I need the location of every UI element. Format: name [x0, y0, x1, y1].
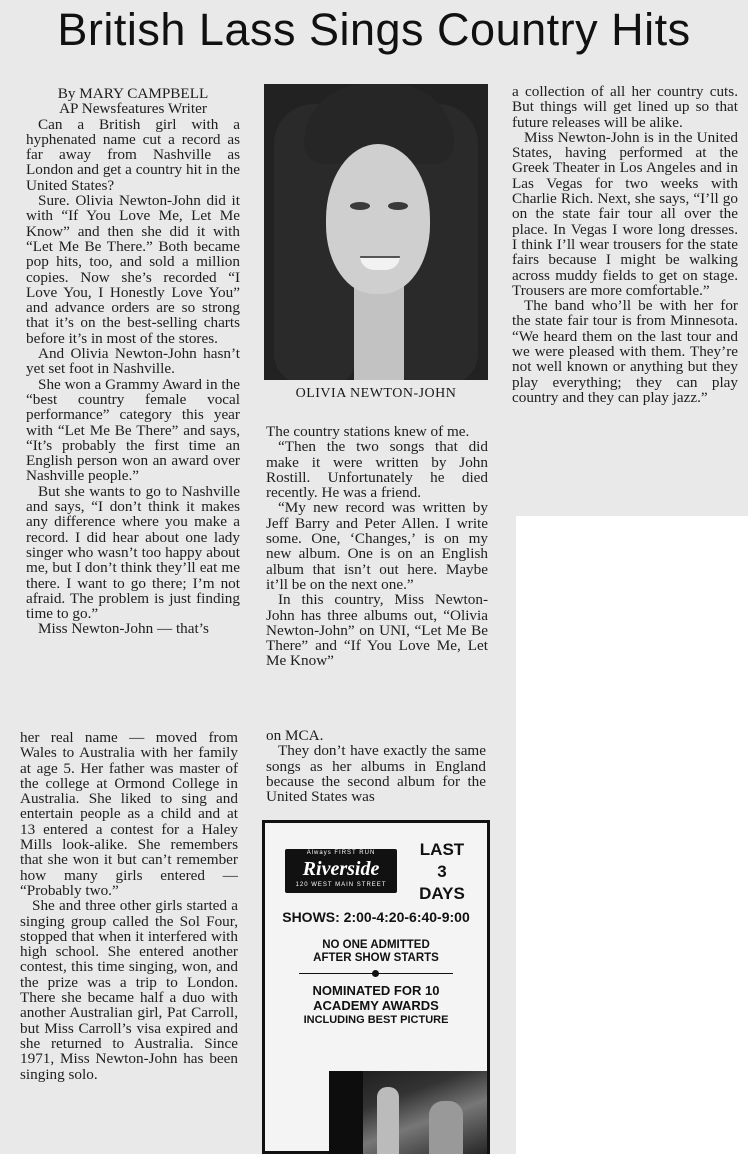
paragraph: They don’t have exactly the same songs as her albums in England because the second album for the United States was [266, 742, 486, 806]
portrait-photo [264, 84, 488, 380]
paragraph: The band who’ll be with her for the state fair tour is from Minnesota. “We heard them on the last tour and we were pleased with them. They’re not well known or anything but they play everything; they can play country and they can play jazz.” [512, 297, 738, 406]
paragraph: “My new record was written by Jeff Barry and Peter Allen. I write some. One, ‘Changes,’ is on my new album. One is on an English album that isn’t out here. Maybe it’ll be on the next one.” [266, 499, 488, 593]
paragraph: The country stations knew of me. [266, 423, 470, 440]
byline-author: By MARY CAMPBELL [57, 85, 209, 102]
paragraph: And Olivia Newton-John hasn’t yet set foot in Nashville. [26, 345, 240, 378]
paragraph: She won a Grammy Award in the “best country female vocal performance” category this year with “Let Me Be There” and says, “It’s probably the first time an English person won an award over Nashville people.” [26, 375, 240, 485]
admission-notice: NO ONE ADMITTED AFTER SHOW STARTS [313, 939, 439, 964]
logo-address: 120 WEST MAIN STREET [295, 882, 387, 888]
nominated-text: NOMINATED FOR 10 ACADEMY AWARDS [312, 983, 440, 1013]
paragraph: her real name — moved from Wales to Australia with her family at age 5. Her father was master of the college at Ormond College in Australia. She liked to sing and entertain people as a child and at 13 entered a contest for a Haley Mills look-alike. She remembers that she won it but can’t remember how many girls entered — “Probably two.” [20, 729, 238, 899]
article-column-1-continued [20, 730, 238, 1082]
paragraph: a collection of all her country cuts. But things will get lined up so that future releases will be alike. [512, 83, 738, 131]
paragraph: Miss Newton-John — that’s [38, 620, 209, 638]
byline-outlet: AP Newsfeatures Writer [59, 100, 207, 118]
paragraph: Sure. Olivia Newton-John did it with “If You Love Me, Let Me Know” and then she did it with “Let Me Be There.” Both became pop hits, too, and sold a million copies. Now she’s recorded “I Love You, I Honestly Love You” and advance orders are so strong that it’s on the best-selling charts before it’s in most of the stores. [26, 192, 240, 347]
including-text: INCLUDING BEST PICTURE [303, 1014, 449, 1026]
paragraph: “Then the two songs that did make it were written by John Rostill. Unfortunately he died recently. He was a friend. [266, 438, 488, 502]
paragraph: But she wants to go to Nashville and says, “I don’t think it makes any difference where you make a record. I did hear about one lady singer who wasn’t too happy about me, but I don’t think they’ll eat me there. I want to go there; I’m not afraid. The problem is just finding time to go.” [26, 482, 240, 623]
photo-caption: OLIVIA NEWTON-JOHN [295, 386, 457, 401]
article-column-2 [266, 424, 488, 669]
article-column-1 [26, 86, 240, 637]
article-column-2-continued [266, 728, 486, 804]
last-days-notice: LAST 3 DAYS [419, 840, 465, 903]
paragraph: In this country, Miss Newton-John has three albums out, “Olivia Newton-John” on UNI, “Let Me Be There” and “If You Love Me, Let Me Know” [266, 591, 488, 670]
theater-logo [285, 849, 397, 893]
paragraph: Can a British girl with a hyphenated name cut a record as far away from Nashville as London and get a country hit in the United States? [26, 115, 240, 194]
paragraph: She and three other girls started a singing group called the Sol Four, stopped that when it interfered with high school. She entered another contest, this time singing, won, and the prize was a trip to London. There she became half a duo with another Australian girl, Pat Carroll, but Miss Carroll’s visa expired and she returned to Australia. Since 1971, Miss Newton-John has been singing solo. [20, 897, 238, 1083]
logo-name: Riverside [302, 858, 380, 880]
movie-still-image [329, 1071, 487, 1154]
logo-tagline: Always FIRST RUN [306, 850, 376, 856]
show-times: SHOWS: 2:00-4:20-6:40-9:00 [282, 909, 470, 925]
paragraph: on MCA. [266, 727, 324, 744]
headline: British Lass Sings Country Hits [57, 4, 691, 55]
paragraph: Miss Newton-John is in the United States, having performed at the Greek Theater in Los Angeles and in Las Vegas for two weeks with Charlie Rich. Next, she says, “I’ll go on the state fair tour all over the place. In Vegas I wore long dresses. I think I’ll wear trousers for the state fairs because I might be walking across muddy fields to get on stage. Trousers are more comfortable.” [512, 128, 738, 299]
theater-advertisement [262, 820, 490, 1154]
divider-dot [372, 970, 379, 977]
article-column-3 [512, 84, 738, 405]
nomination-notice [265, 983, 487, 1028]
